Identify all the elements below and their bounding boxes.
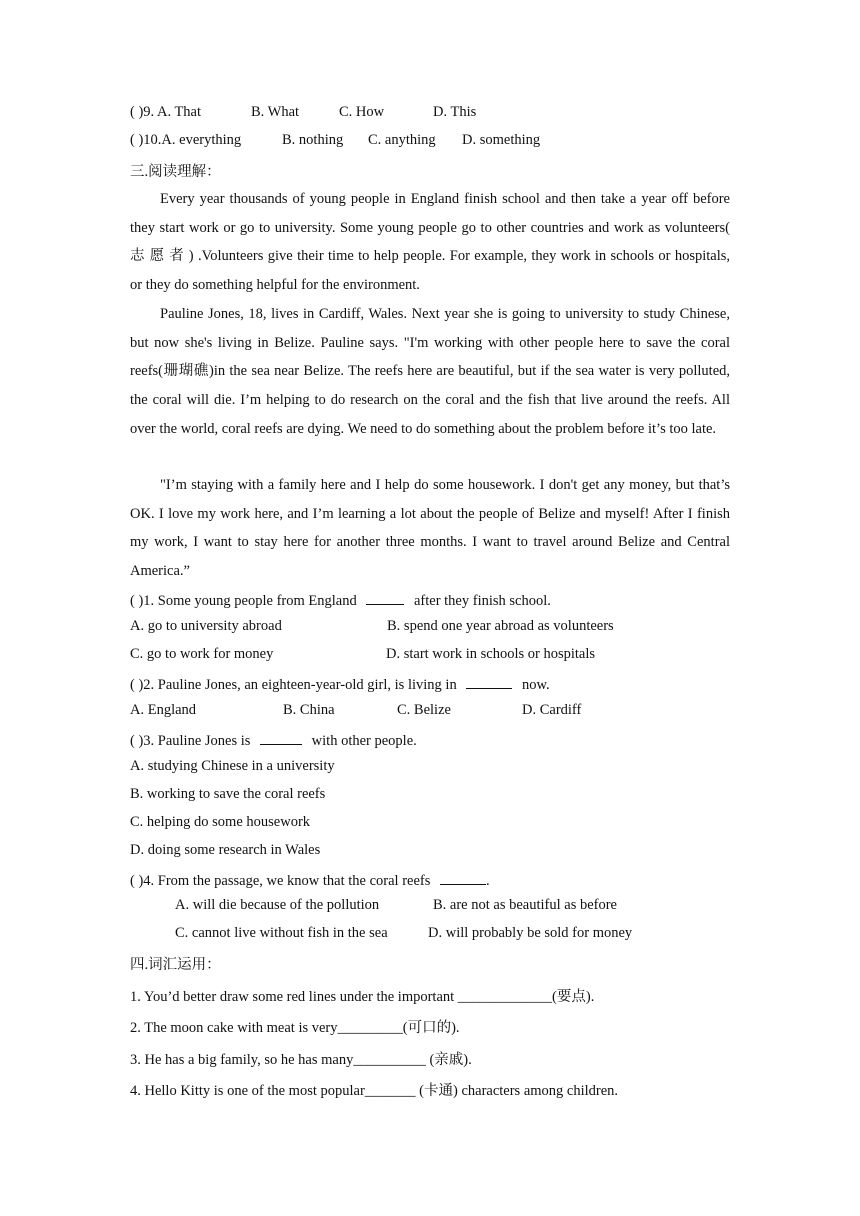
question-10-stem: ( )10.A. everything — [130, 132, 242, 148]
q1-option-c: C. go to work for money — [130, 646, 274, 662]
vocab-item-3: 3. He has a big family, so he has many__________ (亲戚). — [130, 1052, 472, 1068]
question-stem: ( )1. Some young people from England — [130, 593, 357, 609]
question-stem: ( )3. Pauline Jones is — [130, 733, 251, 749]
section-4-heading: 四.词汇运用： — [130, 957, 221, 973]
q1-option-d: D. start work in schools or hospitals — [386, 646, 596, 662]
question-9-option-d: D. This — [433, 104, 477, 120]
q3-option-d: D. doing some research in Wales — [130, 842, 321, 858]
question-stem: ( )4. From the passage, we know that the coral reefs — [130, 873, 431, 889]
question-10-option-c: C. anything — [368, 132, 436, 148]
reading-question-4 — [130, 870, 490, 890]
q4-option-d: D. will probably be sold for money — [428, 925, 633, 941]
section-3-heading: 三.阅读理解： — [130, 164, 221, 180]
vocab-item-1: 1. You’d better draw some red lines under the important _____________(要点). — [130, 989, 595, 1005]
passage-paragraph-3: "I’m staying with a family here and I help do some housework. I don't get any money, but that’s OK. I love my work here, and I’m learning a lot about the people of Belize and myself! After I finish my work, I want to stay here for another three months. I want to travel around Belize and Central America.” — [130, 477, 730, 580]
question-stem-end: . — [486, 873, 490, 889]
question-stem: ( )2. Pauline Jones, an eighteen-year-old girl, is living in — [130, 677, 457, 693]
reading-question-2 — [130, 674, 550, 694]
answer-blank[interactable] — [366, 590, 404, 605]
q4-option-a: A. will die because of the pollution — [175, 897, 380, 913]
q2-option-a: A. England — [130, 702, 197, 718]
question-10-option-b: B. nothing — [282, 132, 344, 148]
passage-paragraph-1: Every year thousands of young people in England finish school and then take a year off before they start work or go to university. Some young people go to other countries and work as volunteers( 志 愿 者 ) .Volunteers give their time to help people. For example, they work in schools or hospitals, or they do something helpful for the environment. — [130, 191, 730, 294]
answer-blank[interactable] — [440, 870, 486, 885]
question-9-stem: ( )9. A. That — [130, 104, 202, 120]
q2-option-d: D. Cardiff — [522, 702, 582, 718]
vocab-item-2: 2. The moon cake with meat is very_________(可口的). — [130, 1020, 460, 1036]
q1-option-a: A. go to university abroad — [130, 618, 282, 634]
question-stem-end: now. — [521, 677, 550, 693]
answer-blank[interactable] — [466, 674, 512, 689]
reading-question-1 — [130, 590, 551, 610]
vocab-item-4: 4. Hello Kitty is one of the most popular_______ (卡通) characters among children. — [130, 1083, 619, 1099]
question-9-option-c: C. How — [339, 104, 385, 120]
q2-option-b: B. China — [283, 702, 335, 718]
reading-question-3 — [130, 730, 417, 750]
q3-option-c: C. helping do some housework — [130, 814, 311, 830]
answer-blank[interactable] — [260, 730, 302, 745]
q4-option-b: B. are not as beautiful as before — [433, 897, 617, 913]
question-stem-end: after they finish school. — [413, 593, 551, 609]
question-10-option-d: D. something — [462, 132, 541, 148]
q3-option-b: B. working to save the coral reefs — [130, 786, 326, 802]
question-9-option-b: B. What — [251, 104, 300, 120]
passage-paragraph-2: Pauline Jones, 18, lives in Cardiff, Wales. Next year she is going to university to study Chinese, but now she's living in Belize. Pauline says. "I'm working with other people here to save the coral reefs(珊瑚礁)in the sea near Belize. The reefs here are beautiful, but if the sea water is very polluted, the coral will die. I’m helping to do research on the coral and the fish that live around the reefs. All over the world, coral reefs are dying. We need to do something about the problem before it’s too late. — [130, 306, 730, 437]
q1-option-b: B. spend one year abroad as volunteers — [387, 618, 614, 634]
q3-option-a: A. studying Chinese in a university — [130, 758, 335, 774]
question-stem-end: with other people. — [311, 733, 417, 749]
q2-option-c: C. Belize — [397, 702, 451, 718]
q4-option-c: C. cannot live without fish in the sea — [175, 925, 388, 941]
